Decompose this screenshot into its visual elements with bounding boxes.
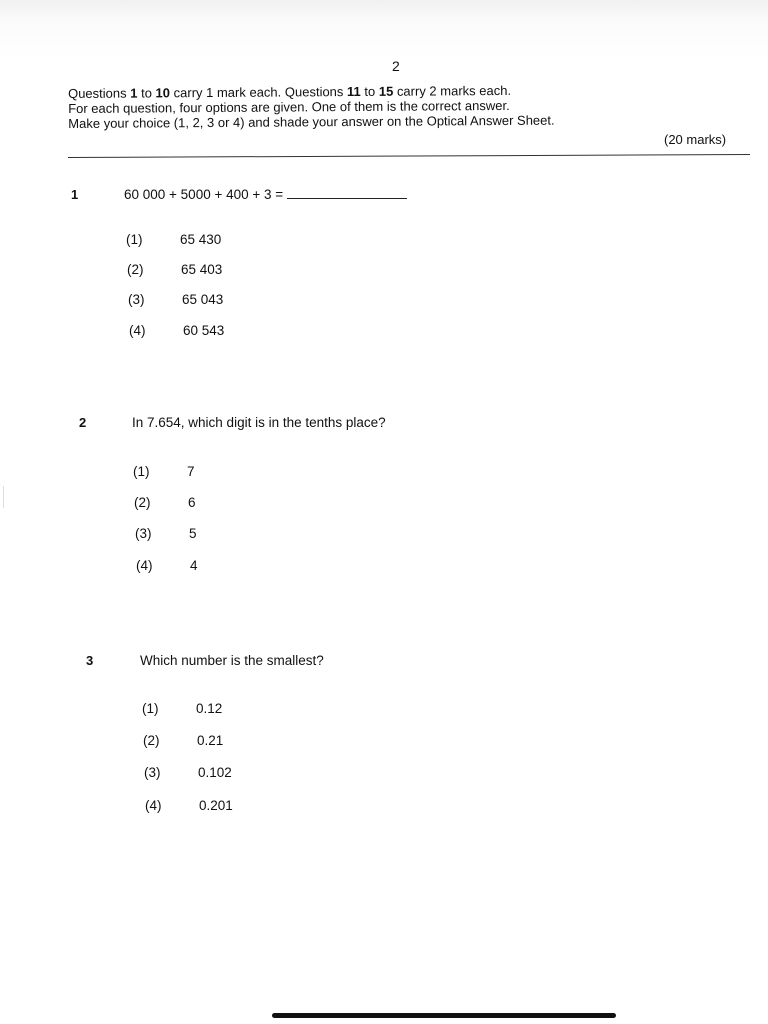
option-label: (3) xyxy=(128,292,145,307)
option xyxy=(135,526,197,541)
option-value: 7 xyxy=(187,464,195,479)
option-value: 0.201 xyxy=(199,798,233,813)
option-value: 60 543 xyxy=(183,323,225,338)
option xyxy=(128,292,223,307)
option xyxy=(133,464,195,479)
option-value: 65 403 xyxy=(181,262,223,277)
page-edge-mark xyxy=(3,486,4,508)
question-text xyxy=(124,187,407,202)
instr-bold: 11 xyxy=(346,83,361,100)
option-value: 0.102 xyxy=(198,765,232,780)
option-value: 0.21 xyxy=(197,733,224,748)
option-value: 6 xyxy=(188,495,196,510)
question-number: 1 xyxy=(71,187,79,202)
question-text: In 7.654, which digit is in the tenths place? xyxy=(132,415,386,430)
option xyxy=(143,733,223,748)
question-number: 2 xyxy=(79,415,87,430)
option xyxy=(144,765,232,780)
option-value: 4 xyxy=(190,558,198,573)
instr-text: to xyxy=(137,85,156,101)
option-value: 0.12 xyxy=(196,701,223,716)
option-label: (4) xyxy=(129,323,146,338)
option xyxy=(142,701,222,716)
option-label: (2) xyxy=(143,733,160,748)
option-label: (4) xyxy=(145,798,162,813)
question-stem: 60 000 + 5000 + 400 + 3 = xyxy=(124,187,284,202)
option-label: (4) xyxy=(136,558,153,573)
answer-blank xyxy=(287,198,407,199)
instr-text: carry 1 mark each. Questions xyxy=(169,84,348,101)
option-label: (1) xyxy=(126,232,143,247)
option-label: (1) xyxy=(133,464,150,479)
option-label: (2) xyxy=(134,495,151,510)
option-value: 65 043 xyxy=(182,292,224,307)
section-divider xyxy=(68,154,750,158)
instr-bold: 15 xyxy=(378,83,394,99)
option-label: (3) xyxy=(144,765,161,780)
page-number: 2 xyxy=(392,58,400,74)
option-label: (3) xyxy=(135,526,152,541)
option xyxy=(145,798,233,813)
instructions-line-3: Make your choice (1, 2, 3 or 4) and shade your answer on the Optical Answer Sheet. xyxy=(68,112,555,131)
instr-text: Questions xyxy=(68,85,131,101)
instr-text: carry 2 marks each. xyxy=(393,82,512,99)
option-value: 65 430 xyxy=(180,232,222,247)
option xyxy=(126,232,221,247)
option-value: 5 xyxy=(189,526,197,541)
instructions-line-2: For each question, four options are given. One of them is the correct answer. xyxy=(68,97,510,116)
option xyxy=(127,262,222,277)
question-number: 3 xyxy=(86,653,94,668)
instructions xyxy=(68,81,748,131)
instr-bold: 10 xyxy=(155,85,171,101)
total-marks: (20 marks) xyxy=(664,132,727,147)
home-indicator-bar[interactable] xyxy=(272,1013,616,1018)
option-label: (2) xyxy=(127,262,144,277)
option xyxy=(129,323,224,338)
question-text: Which number is the smallest? xyxy=(140,653,324,668)
option xyxy=(134,495,196,510)
option-label: (1) xyxy=(142,701,159,716)
option xyxy=(136,558,198,573)
instr-bold: 1 xyxy=(130,85,138,101)
instr-text: to xyxy=(360,83,379,99)
